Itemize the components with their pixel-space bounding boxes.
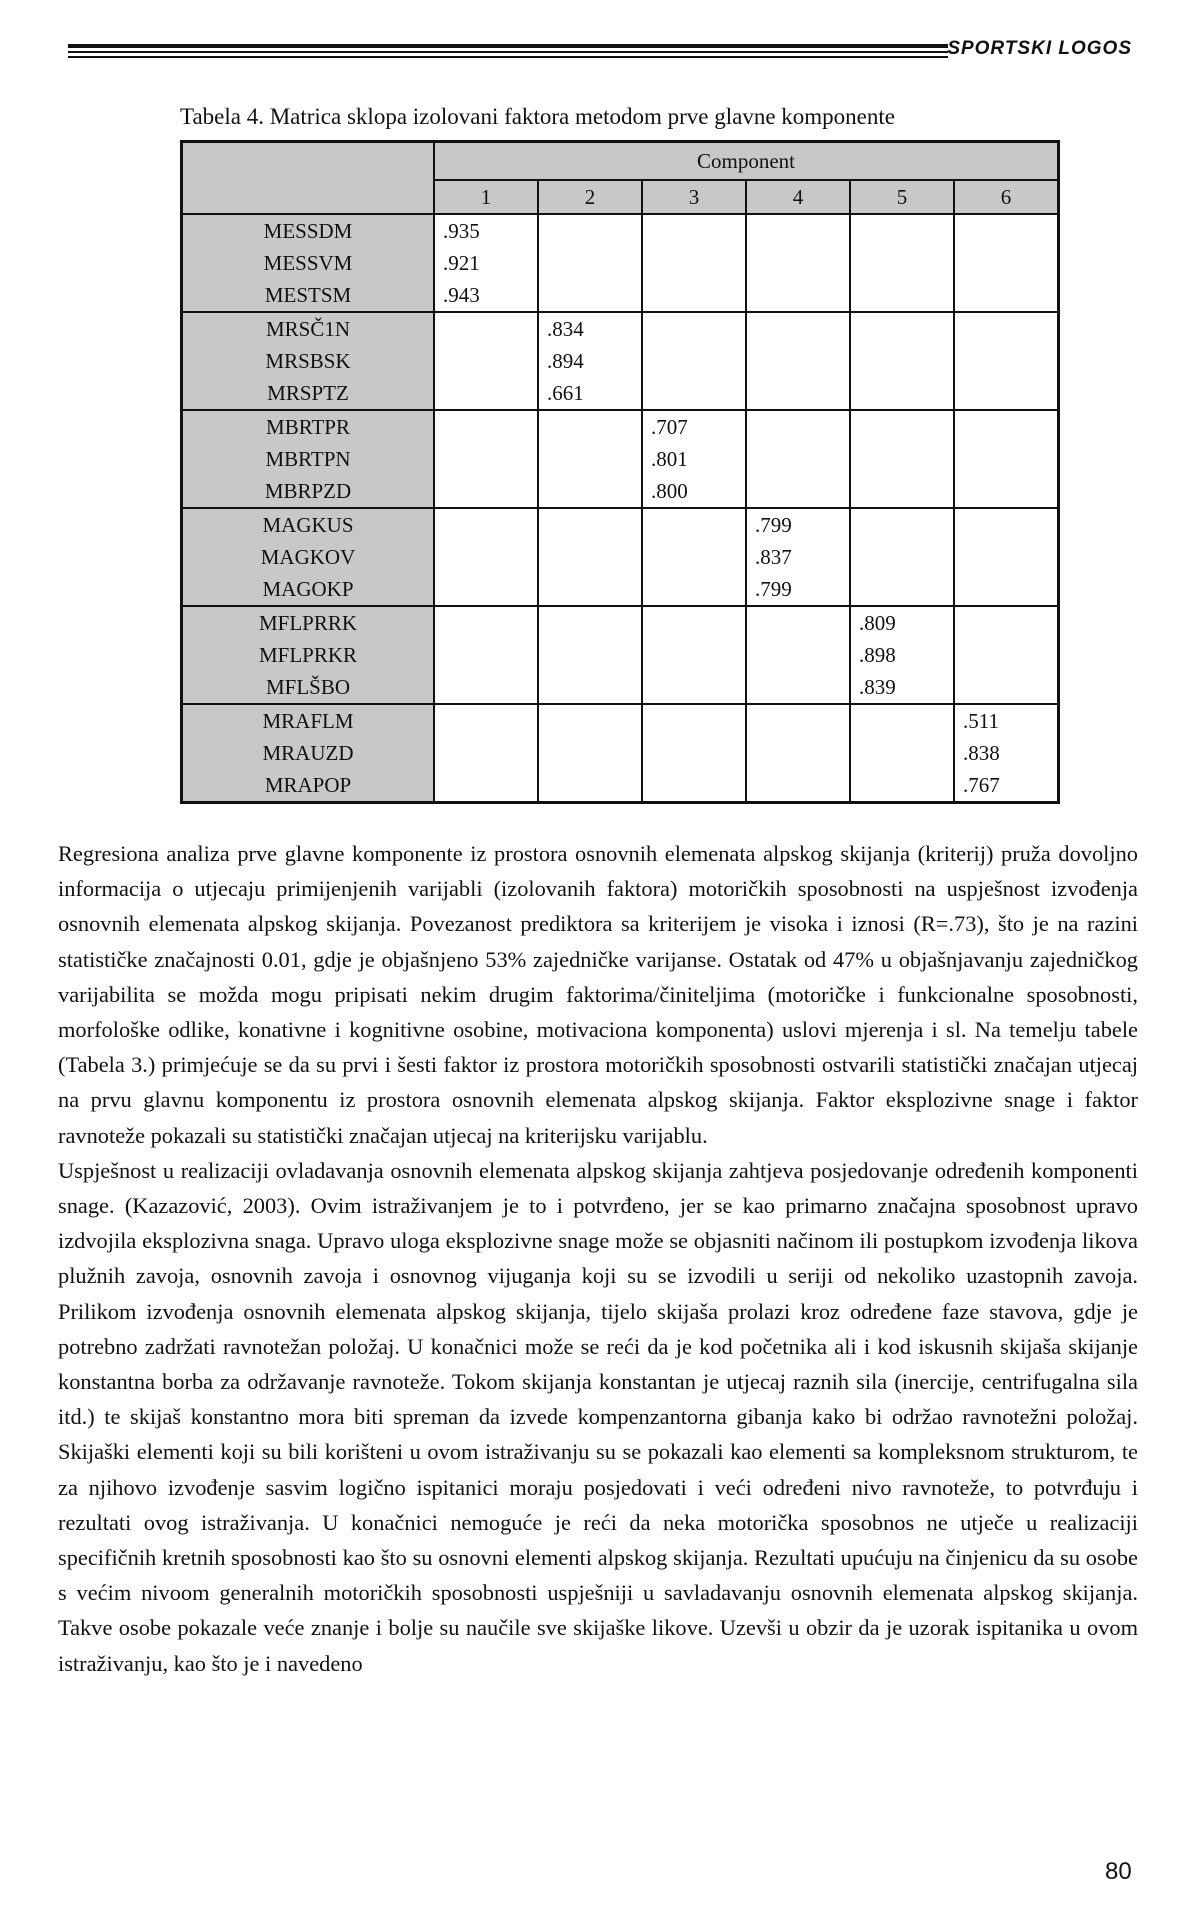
empty-cell <box>434 737 538 769</box>
empty-cell <box>746 312 850 345</box>
journal-title: SPORTSKI LOGOS <box>947 38 1132 59</box>
table-row <box>182 247 1059 279</box>
empty-cell <box>538 671 642 704</box>
component-column-header: 1 <box>434 180 538 214</box>
empty-cell <box>746 671 850 704</box>
empty-cell <box>954 312 1059 345</box>
empty-cell <box>434 312 538 345</box>
variable-label: MFLPRRK <box>182 606 435 639</box>
empty-cell <box>642 541 746 573</box>
empty-cell <box>642 247 746 279</box>
empty-cell <box>954 345 1059 377</box>
loading-value: .800 <box>642 475 746 508</box>
empty-cell <box>434 671 538 704</box>
empty-cell <box>434 377 538 410</box>
empty-cell <box>642 508 746 541</box>
empty-cell <box>954 410 1059 443</box>
empty-cell <box>538 279 642 312</box>
loading-value: .838 <box>954 737 1059 769</box>
loading-value: .767 <box>954 769 1059 803</box>
empty-cell <box>746 410 850 443</box>
empty-cell <box>538 475 642 508</box>
variable-label: MAGOKP <box>182 573 435 606</box>
empty-cell <box>746 475 850 508</box>
empty-cell <box>538 639 642 671</box>
empty-cell <box>746 443 850 475</box>
empty-cell <box>538 410 642 443</box>
empty-cell <box>642 639 746 671</box>
table-row <box>182 671 1059 704</box>
loading-value: .898 <box>850 639 954 671</box>
empty-cell <box>538 508 642 541</box>
empty-cell <box>642 769 746 803</box>
empty-cell <box>850 769 954 803</box>
empty-cell <box>746 737 850 769</box>
empty-cell <box>954 573 1059 606</box>
empty-cell <box>434 704 538 737</box>
table-row <box>182 704 1059 737</box>
empty-cell <box>434 769 538 803</box>
loading-value: .799 <box>746 508 850 541</box>
table-row <box>182 345 1059 377</box>
empty-cell <box>954 247 1059 279</box>
empty-cell <box>434 410 538 443</box>
variable-label: MBRTPN <box>182 443 435 475</box>
empty-cell <box>538 443 642 475</box>
empty-cell <box>850 377 954 410</box>
header-rule <box>68 44 948 61</box>
empty-cell <box>642 214 746 247</box>
empty-cell <box>850 508 954 541</box>
empty-cell <box>850 410 954 443</box>
empty-cell <box>434 443 538 475</box>
empty-cell <box>434 475 538 508</box>
empty-cell <box>434 573 538 606</box>
table-row <box>182 475 1059 508</box>
empty-cell <box>850 737 954 769</box>
variable-label: MRSBSK <box>182 345 435 377</box>
empty-cell <box>850 345 954 377</box>
loading-value: .661 <box>538 377 642 410</box>
empty-cell <box>434 345 538 377</box>
empty-cell <box>642 312 746 345</box>
loading-value: .935 <box>434 214 538 247</box>
variable-label: MFLPRKR <box>182 639 435 671</box>
variable-label: MESSVM <box>182 247 435 279</box>
empty-cell <box>642 606 746 639</box>
empty-cell <box>538 737 642 769</box>
empty-cell <box>746 704 850 737</box>
empty-cell <box>434 541 538 573</box>
empty-cell <box>538 606 642 639</box>
empty-cell <box>434 606 538 639</box>
table-row <box>182 214 1059 247</box>
empty-cell <box>538 769 642 803</box>
table-row <box>182 639 1059 671</box>
empty-cell <box>434 639 538 671</box>
variable-label: MRAFLM <box>182 704 435 737</box>
table-row <box>182 312 1059 345</box>
factor-matrix-table <box>180 140 1060 804</box>
table-row <box>182 541 1059 573</box>
table-row <box>182 377 1059 410</box>
empty-cell <box>746 247 850 279</box>
table-row <box>182 443 1059 475</box>
loading-value: .837 <box>746 541 850 573</box>
empty-cell <box>642 279 746 312</box>
component-column-header: 4 <box>746 180 850 214</box>
page-number: 80 <box>1105 1858 1132 1885</box>
variable-label: MAGKOV <box>182 541 435 573</box>
empty-cell <box>850 312 954 345</box>
table-caption: Tabela 4. Matrica sklopa izolovani faktora metodom prve glavne komponente <box>180 104 895 129</box>
variable-label: MESTSM <box>182 279 435 312</box>
loading-value: .809 <box>850 606 954 639</box>
table-row <box>182 410 1059 443</box>
empty-cell <box>850 475 954 508</box>
empty-cell <box>850 541 954 573</box>
table-row <box>182 508 1059 541</box>
empty-cell <box>746 345 850 377</box>
empty-cell <box>746 606 850 639</box>
variable-label: MRAUZD <box>182 737 435 769</box>
empty-cell <box>538 704 642 737</box>
empty-cell <box>538 214 642 247</box>
component-column-header: 6 <box>954 180 1059 214</box>
loading-value: .707 <box>642 410 746 443</box>
loading-value: .834 <box>538 312 642 345</box>
empty-cell <box>850 573 954 606</box>
variable-label: MRSČ1N <box>182 312 435 345</box>
component-column-header: 3 <box>642 180 746 214</box>
empty-cell <box>642 737 746 769</box>
empty-cell <box>954 475 1059 508</box>
empty-cell <box>850 443 954 475</box>
empty-cell <box>746 214 850 247</box>
empty-cell <box>538 541 642 573</box>
empty-cell <box>642 573 746 606</box>
empty-cell <box>642 671 746 704</box>
body-text <box>58 836 1138 1681</box>
empty-cell <box>746 769 850 803</box>
empty-cell <box>850 704 954 737</box>
empty-cell <box>642 704 746 737</box>
empty-cell <box>538 573 642 606</box>
loading-value: .799 <box>746 573 850 606</box>
empty-cell <box>954 279 1059 312</box>
empty-cell <box>954 671 1059 704</box>
empty-cell <box>954 214 1059 247</box>
loading-value: .511 <box>954 704 1059 737</box>
empty-cell <box>434 508 538 541</box>
empty-cell <box>850 247 954 279</box>
variable-label: MBRTPR <box>182 410 435 443</box>
table-row <box>182 769 1059 803</box>
variable-label: MESSDM <box>182 214 435 247</box>
variable-label: MRAPOP <box>182 769 435 803</box>
component-column-header: 5 <box>850 180 954 214</box>
empty-cell <box>746 279 850 312</box>
empty-cell <box>642 345 746 377</box>
empty-cell <box>954 377 1059 410</box>
running-header <box>68 40 1132 64</box>
empty-cell <box>850 279 954 312</box>
empty-cell <box>746 377 850 410</box>
loading-value: .943 <box>434 279 538 312</box>
empty-cell <box>954 443 1059 475</box>
paragraph-discussion: Uspješnost u realizaciji ovladavanja osnovnih elemenata alpskog skijanja zahtjeva posjedovanje određenih komponenti snage. (Kazazović, 2003). Ovim istraživanjem je to i potvrđeno, jer se kao primarno značajna sposobnost upravo izdvojila eksplozivna snaga. Upravo uloga eksplozivne snage može se objasniti načinom ili postupkom izvođenja likova plužnih zavoja, osnovnih zavoja i osnovnog vijuganja koji su se izvodili u seriji od nekoliko uzastopnih zavoja. Prilikom izvođenja osnovnih elemenata alpskog skijanja, tijelo skijaša prolazi kroz određene faze stavova, gdje je potrebno zadržati ravnotežan položaj. U konačnici može se reći da je kod početnika ali i kod iskusnih skijaša skijanje konstantna borba za održavanje ravnoteže. Tokom skijanja konstantan je utjecaj raznih sila (inercije, centrifugalna sila itd.) te skijaš konstantno mora biti spreman da izvede kompenzantorna gibanja kako bi održao ravnotežni položaj. Skijaški elementi koji su bili korišteni u ovom istraživanju su se pokazali kao elementi sa kompleksnom strukturom, te za njihovo izvođenje sasvim logično ispitanici moraju posjedovati i veći određeni nivo ravnoteže, to potvrđuju i rezultati ovog istraživanja. U konačnici nemoguće je reći da neka motorička sposobnos ne utječe u realizaciji specifičnih kretnih sposobnosti kao što su osnovni elementi alpskog skijanja. Rezultati upućuju na činjenicu da su osobe s većim nivoom generalnih motoričkih sposobnosti uspješniji u savladavanju osnovnih elemenata alpskog skijanja. Takve osobe pokazale veće znanje i bolje su naučile sve skijaške likove. Uzevši u obzir da je uzorak ispitanika u ovom istraživanju, kao što je i navedeno <box>58 1157 1138 1676</box>
table-row <box>182 737 1059 769</box>
loading-value: .921 <box>434 247 538 279</box>
table-row <box>182 573 1059 606</box>
component-column-header: 2 <box>538 180 642 214</box>
empty-cell <box>954 508 1059 541</box>
loading-value: .839 <box>850 671 954 704</box>
empty-cell <box>642 377 746 410</box>
table-row <box>182 606 1059 639</box>
empty-cell <box>850 214 954 247</box>
table-row <box>182 279 1059 312</box>
loading-value: .894 <box>538 345 642 377</box>
empty-cell <box>538 247 642 279</box>
variable-label: MFLŠBO <box>182 671 435 704</box>
empty-cell <box>746 639 850 671</box>
variable-label: MRSPTZ <box>182 377 435 410</box>
empty-cell <box>954 606 1059 639</box>
variable-label: MBRPZD <box>182 475 435 508</box>
loading-value: .801 <box>642 443 746 475</box>
empty-cell <box>954 639 1059 671</box>
empty-cell <box>954 541 1059 573</box>
variable-label: MAGKUS <box>182 508 435 541</box>
component-header: Component <box>434 142 1059 181</box>
paragraph-regression: Regresiona analiza prve glavne komponente iz prostora osnovnih elemenata alpskog skijanja (kriterij) pruža dovoljno informacija o utjecaju primijenjenih varijabli (izolovanih faktora) motoričkih sposobnosti na uspješnost izvođenja osnovnih elemenata alpskog skijanja. Povezanost prediktora sa kriterijem je visoka i iznosi (R=.73), što je na razini statističke značajnosti 0.01, gdje je objašnjeno 53% zajedničke varijanse. Ostatak od 47% u objašnjavanju zajedničkog varijabilita se možda mogu pripisati nekim drugim faktorima/činiteljima (motoričke i funkcionalne sposobnosti, morfološke odlike, konativne i kognitivne osobine, motivaciona komponenta) uslovi mjerenja i sl. Na temelju tabele (Tabela 3.) primjećuje se da su prvi i šesti faktor iz prostora motoričkih sposobnosti ostvarili statistički značajan utjecaj na prvu glavnu komponentu iz prostora osnovnih elemenata alpskog skijanja. Faktor eksplozivne snage i faktor ravnoteže pokazali su statistički značajan utjecaj na kriterijsku varijablu. <box>58 841 1138 1148</box>
table-corner <box>182 142 435 215</box>
